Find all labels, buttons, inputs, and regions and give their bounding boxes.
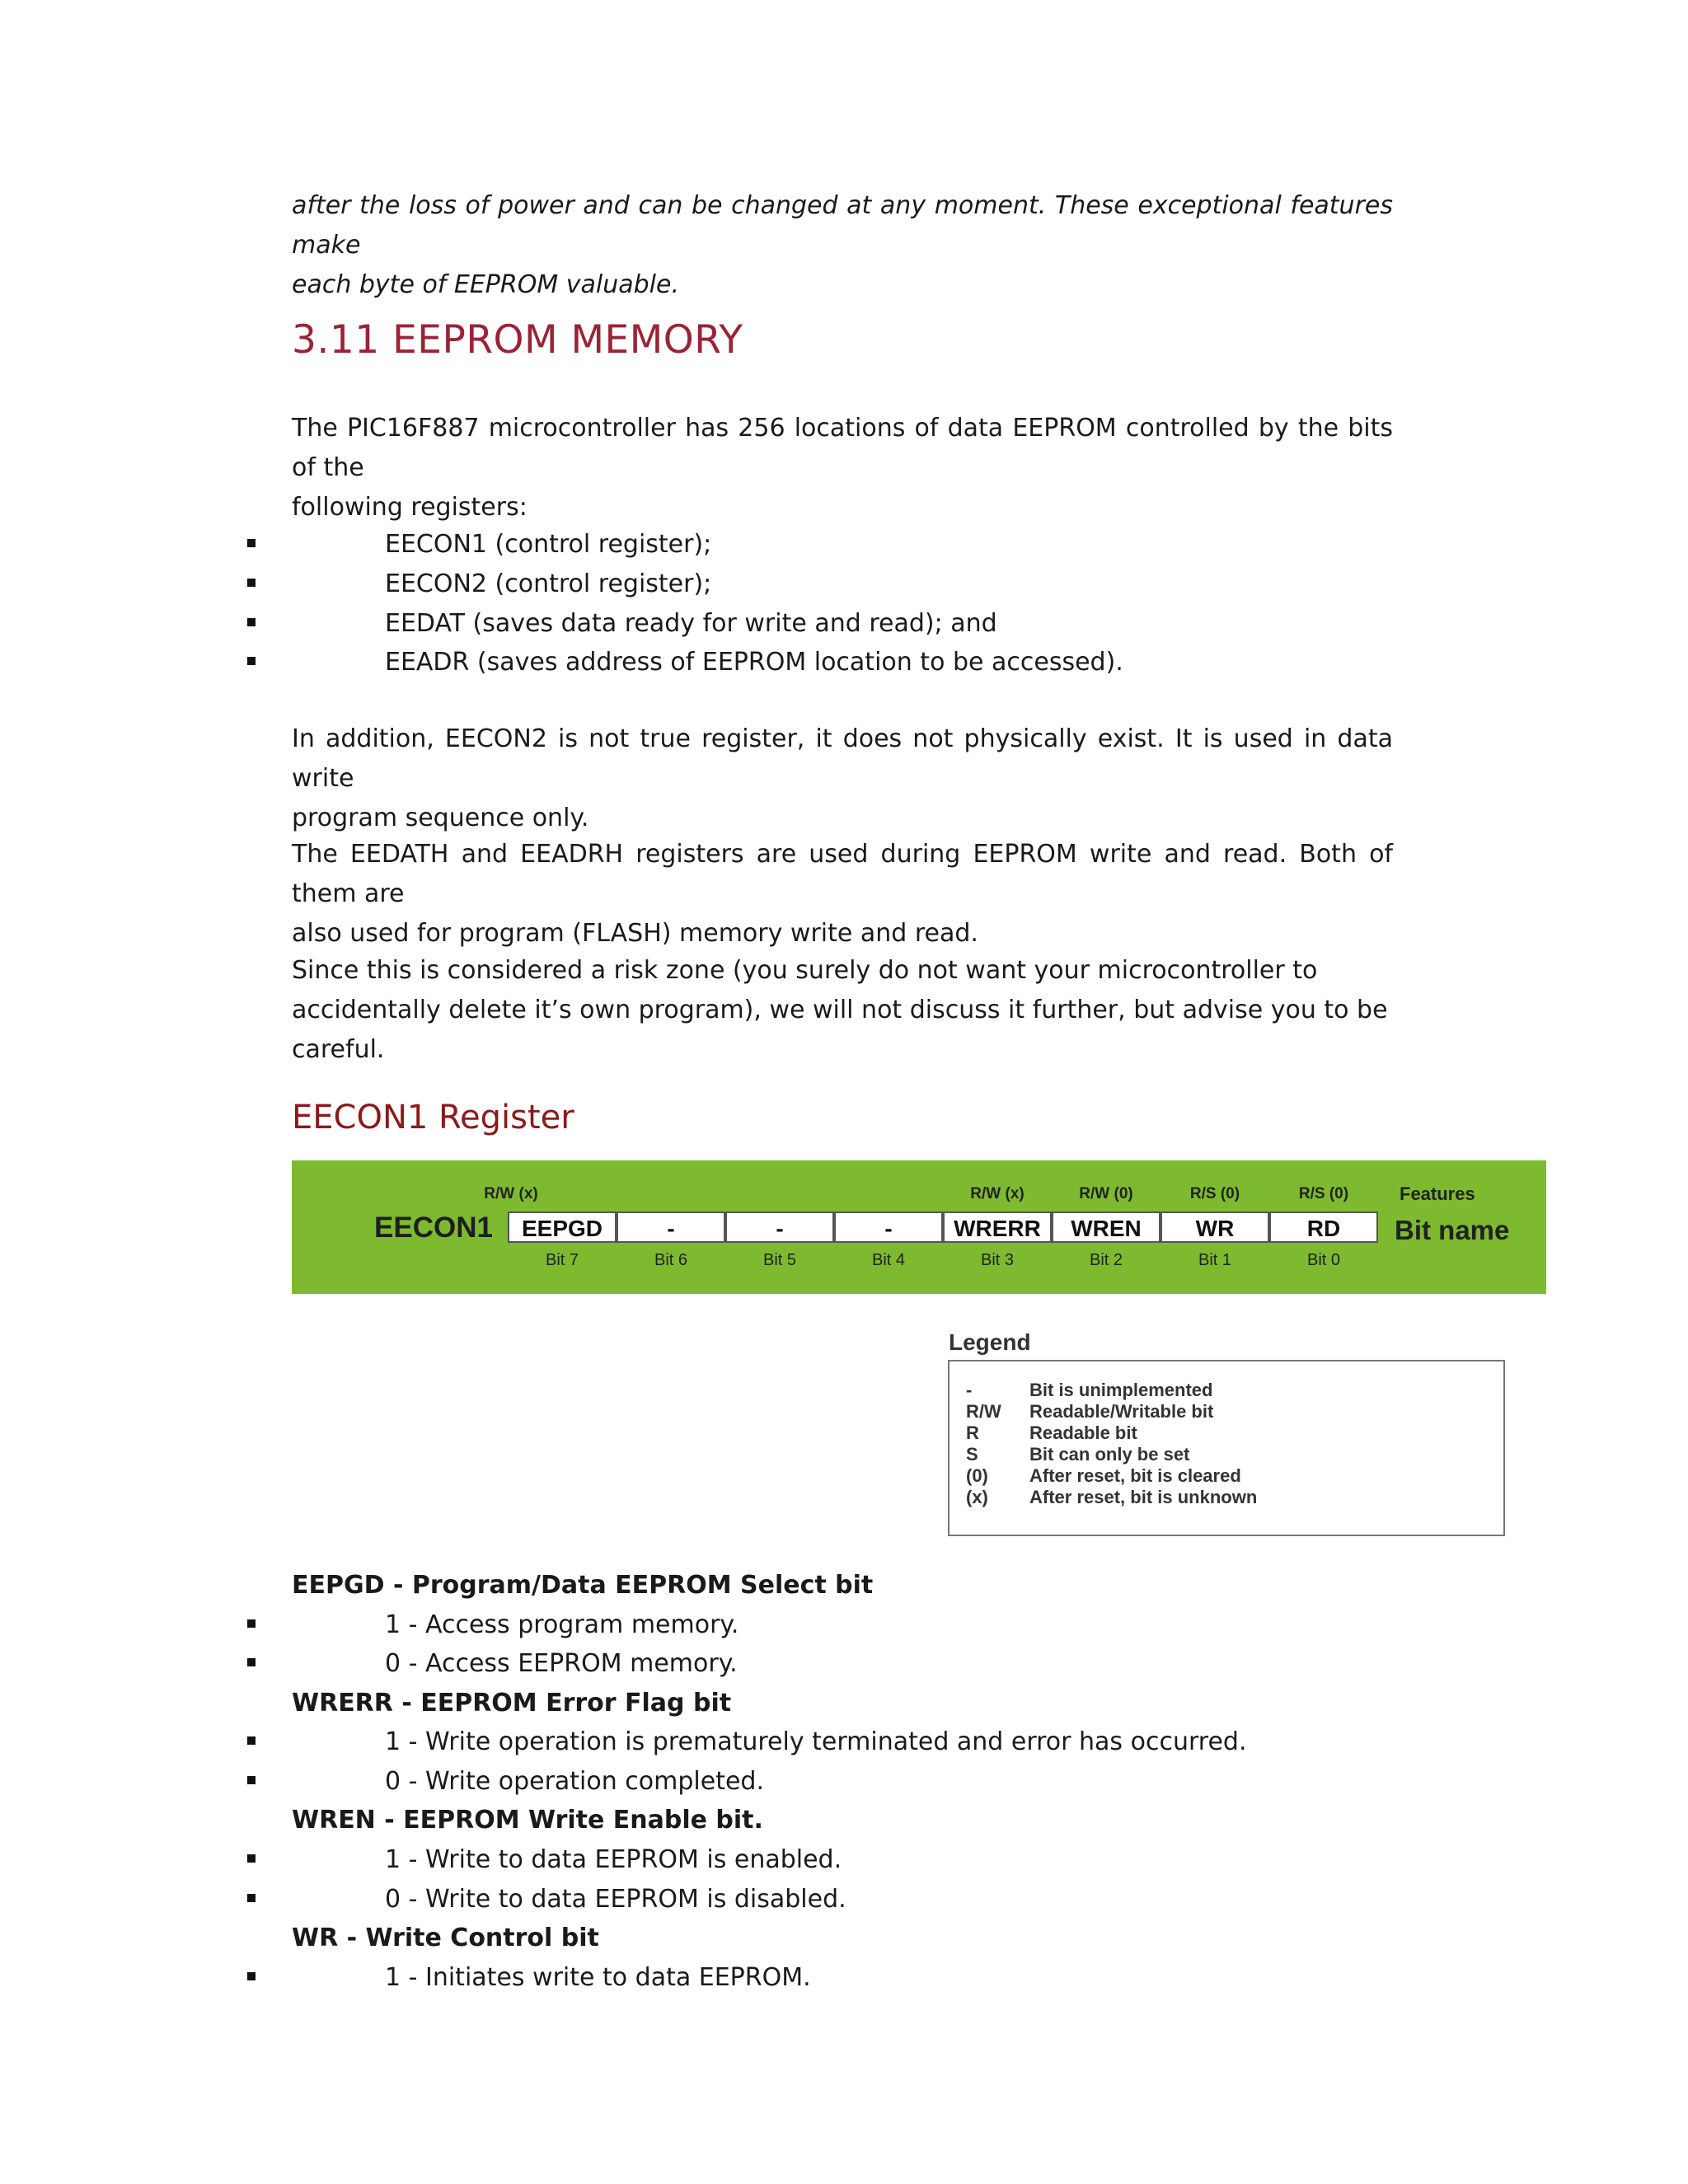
list-item: [0, 1722, 1688, 1762]
bit-access: R/W (x): [484, 1185, 538, 1202]
bit-heading-wrerr: WRERR - EEPROM Error Flag bit: [292, 1689, 732, 1718]
legend-symbol: S: [966, 1444, 978, 1465]
bit-number: Bit 2: [1089, 1251, 1123, 1269]
bit-number: Bit 5: [762, 1251, 797, 1269]
bit-cell: WRERR: [943, 1212, 1052, 1243]
bit-number: Bit 4: [871, 1251, 906, 1269]
list-item-text: EEADR (saves address of EEPROM location to be accessed).: [385, 648, 1123, 677]
paragraph-3: [292, 835, 1393, 954]
legend-symbol: -: [966, 1380, 973, 1400]
bullet-icon: [247, 1619, 256, 1628]
intro-paragraph: [292, 186, 1393, 305]
legend-box: [948, 1360, 1505, 1536]
list-item-text: 0 - Access EEPROM memory.: [385, 1649, 738, 1678]
bullet-icon: [247, 1658, 256, 1666]
bit-access: R/W (x): [970, 1185, 1025, 1202]
list-item: [0, 1880, 1688, 1919]
bit-access: R/W (0): [1079, 1185, 1133, 1202]
bit-cell: RD: [1269, 1212, 1378, 1243]
bit-access: R/S (0): [1298, 1185, 1349, 1202]
paragraph-1-line-2: following registers:: [292, 493, 528, 522]
bit-cell: -: [834, 1212, 943, 1243]
bullet-icon: [247, 1894, 256, 1902]
legend-symbol: (x): [966, 1487, 988, 1507]
bullet-icon: [247, 1972, 256, 1980]
paragraph-1-line-1: The PIC16F887 microcontroller has 256 locations of data EEPROM controlled by the bits of the: [292, 414, 1393, 482]
bit-number: Bit 3: [980, 1251, 1015, 1269]
subsection-title: EECON1 Register: [292, 1099, 574, 1137]
register-name: EECON1: [374, 1212, 493, 1244]
legend-symbol: R/W: [966, 1401, 1001, 1422]
list-item: [0, 604, 1688, 644]
list-item: [0, 643, 1688, 682]
bit-heading-eepgd: EEPGD - Program/Data EEPROM Select bit: [292, 1571, 874, 1600]
features-label: Features: [1400, 1183, 1475, 1204]
bit-name-label: Bit name: [1395, 1215, 1510, 1245]
list-item-text: 1 - Write operation is prematurely terminated and error has occurred.: [385, 1727, 1247, 1756]
register-diagram: [292, 1160, 1546, 1294]
list-item: [0, 1958, 1688, 1998]
legend-description: Bit is unimplemented: [1029, 1380, 1213, 1400]
legend-symbol: R: [966, 1422, 979, 1443]
paragraph-2-line-1: In addition, EECON2 is not true register, it does not physically exist. It is used in data write: [292, 724, 1393, 793]
bit-heading-wr: WR - Write Control bit: [292, 1924, 599, 1952]
legend-description: Bit can only be set: [1029, 1444, 1190, 1465]
paragraph-4-line-1: Since this is considered a risk zone (you surely do not want your microcontroller to: [292, 956, 1318, 985]
list-item-text: 1 - Initiates write to data EEPROM.: [385, 1963, 811, 1992]
legend-description: Readable/Writable bit: [1029, 1401, 1214, 1422]
list-item-text: EEDAT (saves data ready for write and read); and: [385, 609, 997, 638]
list-item-text: 1 - Access program memory.: [385, 1610, 739, 1639]
legend-description: After reset, bit is cleared: [1029, 1465, 1241, 1486]
paragraph-1: [292, 409, 1393, 527]
intro-line-1: after the loss of power and can be changed at any moment. These exceptional features make: [292, 191, 1393, 260]
paragraph-4-line-2: accidentally delete it’s own program), we will not discuss it further, but advise you to be: [292, 996, 1388, 1024]
section-title: 3.11 EEPROM MEMORY: [292, 317, 743, 363]
bullet-icon: [247, 539, 256, 547]
bit-cell: WR: [1160, 1212, 1269, 1243]
paragraph-4: [292, 951, 1393, 1070]
bullet-icon: [247, 579, 256, 587]
bit-number: Bit 6: [654, 1251, 688, 1269]
legend-description: Readable bit: [1029, 1422, 1137, 1443]
list-item: [0, 1644, 1688, 1684]
bit-cell: -: [617, 1212, 725, 1243]
list-item: [0, 1840, 1688, 1880]
bit-cell: WREN: [1052, 1212, 1160, 1243]
bullet-icon: [247, 1854, 256, 1863]
paragraph-2: [292, 719, 1393, 838]
list-item: [0, 1605, 1688, 1645]
bit-number: Bit 0: [1306, 1251, 1341, 1269]
bit-cell: EEPGD: [508, 1212, 617, 1243]
legend-description: After reset, bit is unknown: [1029, 1487, 1258, 1507]
paragraph-2-line-2: program sequence only.: [292, 804, 589, 832]
bit-heading-wren: WREN - EEPROM Write Enable bit.: [292, 1806, 763, 1835]
bit-number: Bit 7: [545, 1251, 579, 1269]
bit-cell: -: [725, 1212, 834, 1243]
list-item-text: 1 - Write to data EEPROM is enabled.: [385, 1845, 842, 1874]
list-item-text: EECON1 (control register);: [385, 530, 712, 559]
legend-title: Legend: [949, 1329, 1031, 1355]
list-item-text: 0 - Write to data EEPROM is disabled.: [385, 1885, 846, 1914]
bit-number: Bit 1: [1198, 1251, 1232, 1269]
legend-symbol: (0): [966, 1465, 988, 1486]
intro-line-2: each byte of EEPROM valuable.: [292, 270, 680, 299]
bullet-icon: [247, 657, 256, 665]
paragraph-3-line-1: The EEDATH and EEADRH registers are used during EEPROM write and read. Both of them are: [292, 840, 1393, 908]
list-item: [0, 565, 1688, 604]
paragraph-4-line-3: careful.: [292, 1035, 385, 1064]
bullet-icon: [247, 1736, 256, 1745]
list-item-text: 0 - Write operation completed.: [385, 1767, 765, 1796]
list-item: [0, 525, 1688, 565]
list-item-text: EECON2 (control register);: [385, 569, 712, 598]
bit-access: R/S (0): [1189, 1185, 1240, 1202]
list-item: [0, 1762, 1688, 1802]
paragraph-3-line-2: also used for program (FLASH) memory write and read.: [292, 919, 978, 948]
bullet-icon: [247, 1776, 256, 1784]
bullet-icon: [247, 618, 256, 626]
